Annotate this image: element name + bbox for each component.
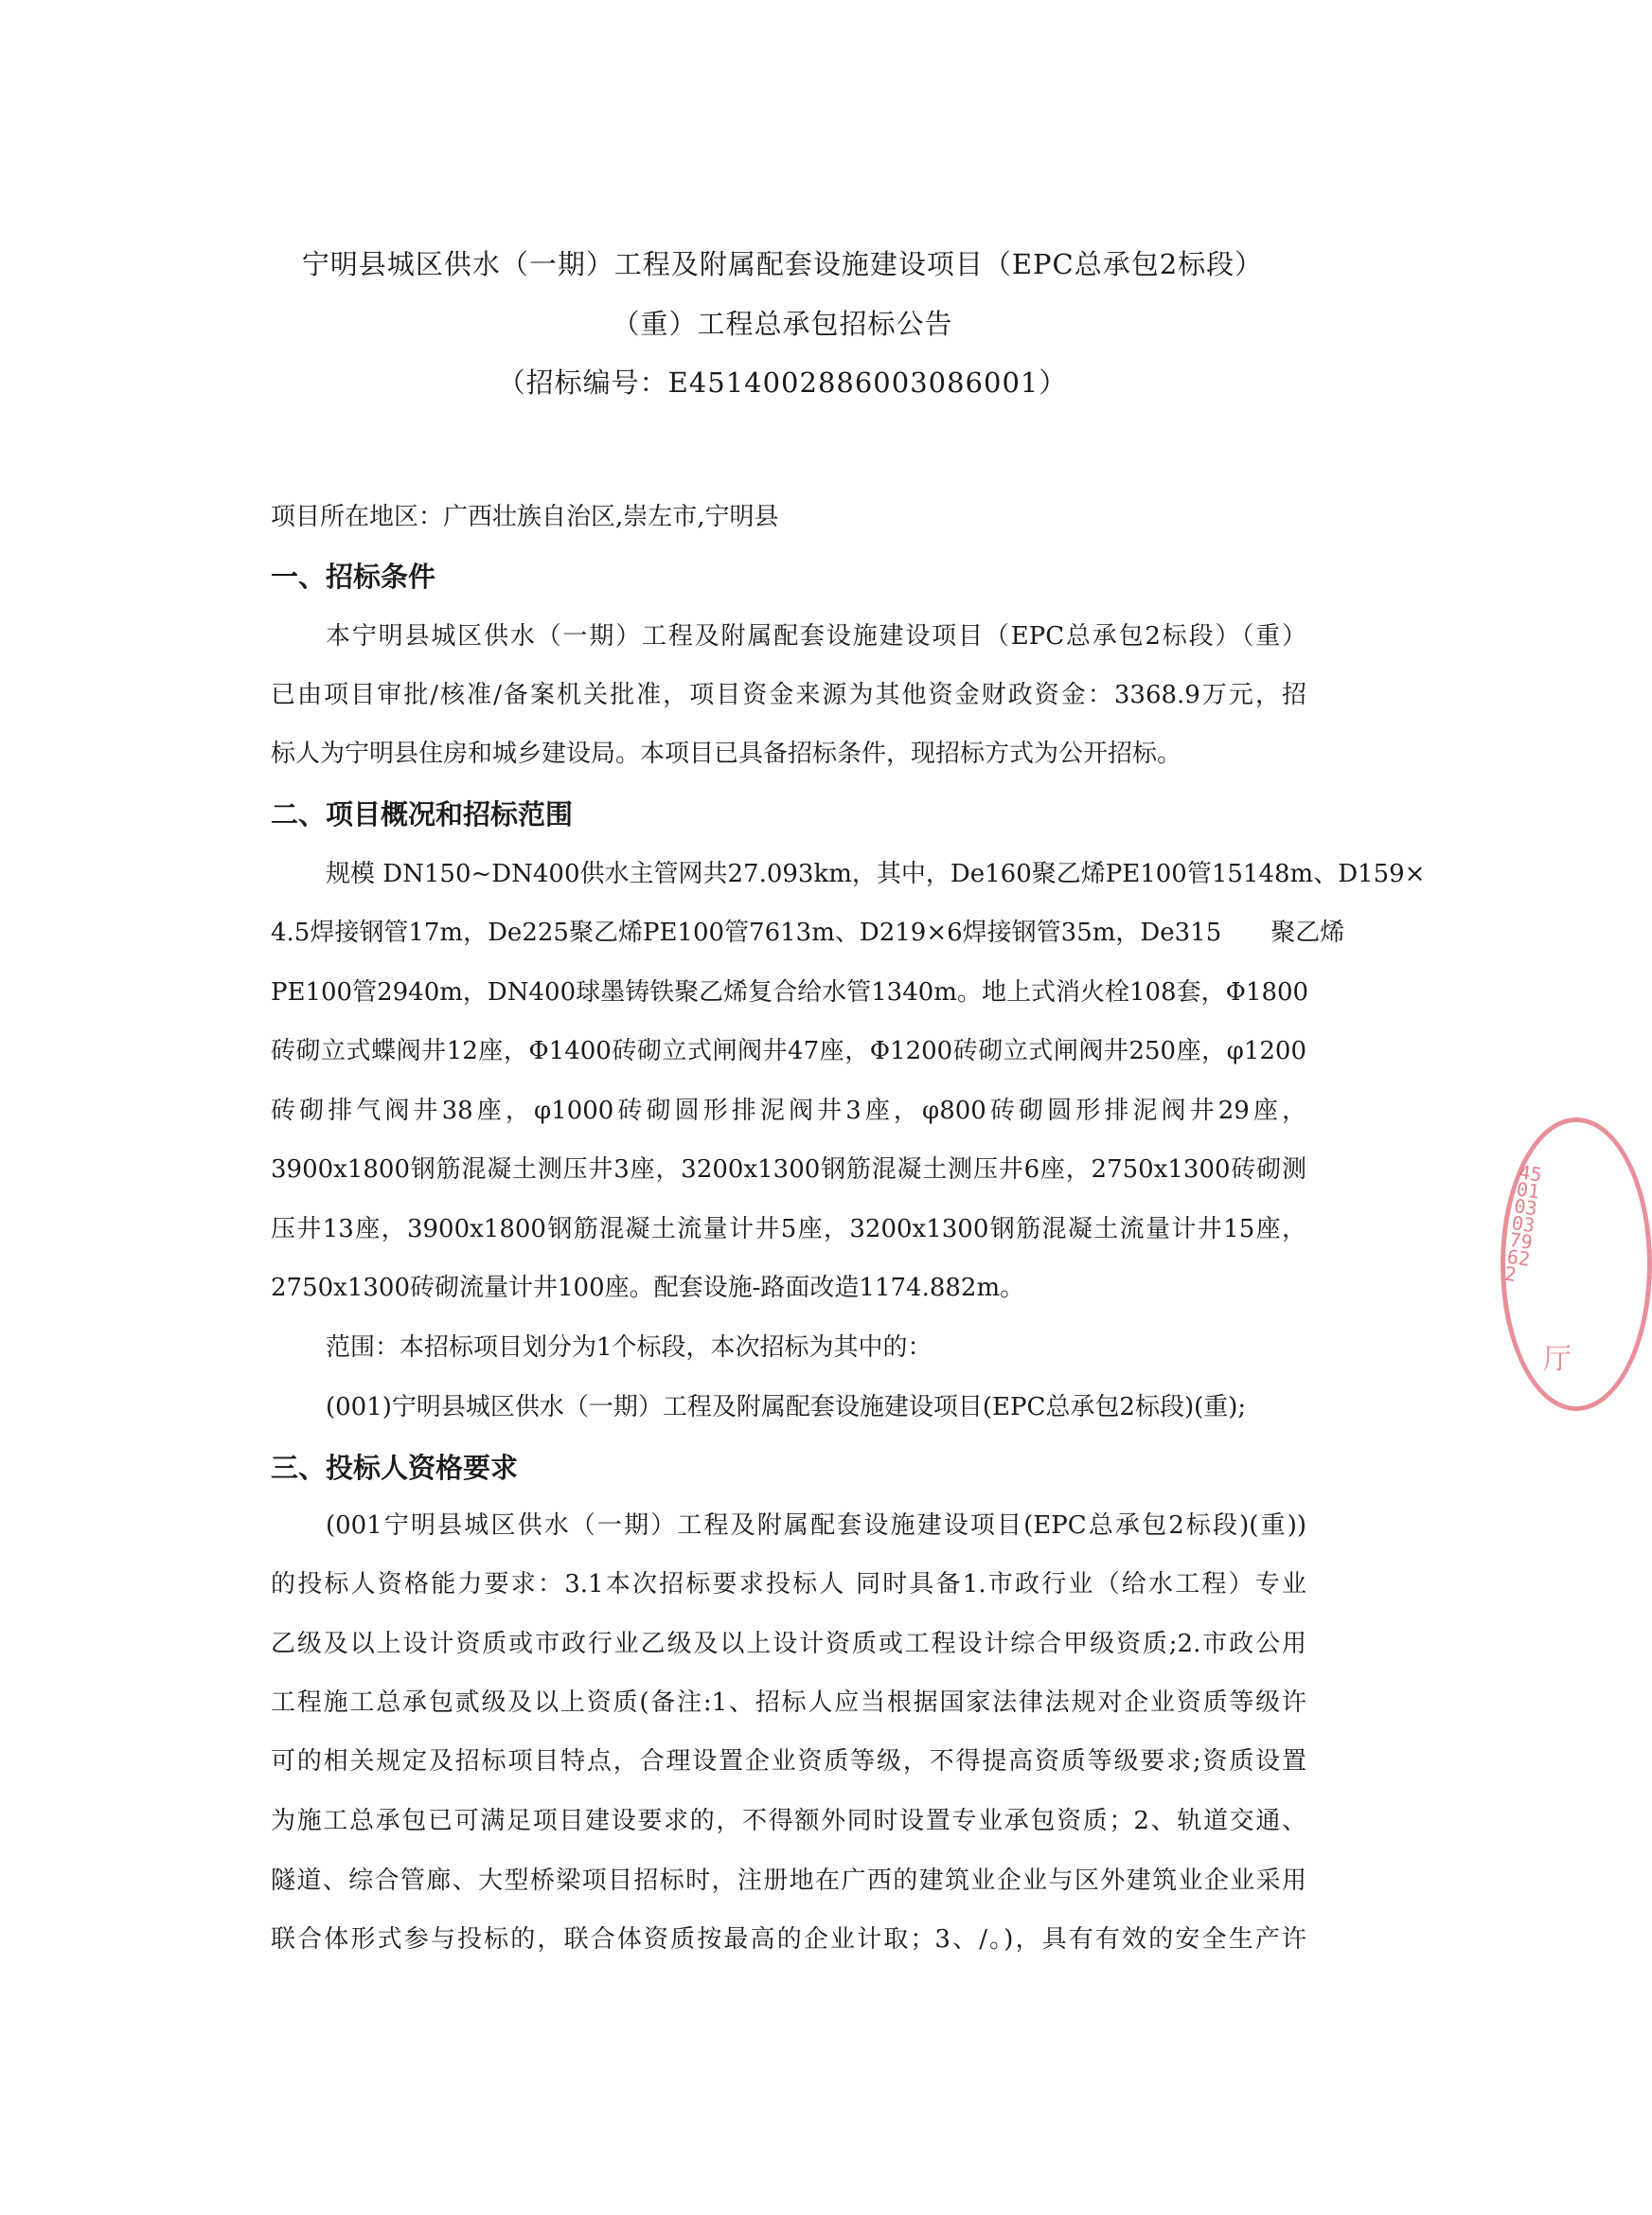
section3-line: 联合体形式参与投标的，联合体资质按最高的企业计取；3、/。)，具有有效的安全生产许 (271, 1925, 1306, 1954)
section2-lot: (001)宁明县城区供水（一期）工程及附属配套设施建设项目(EPC总承包2标段)(重); (326, 1393, 1247, 1421)
seal-number: 4501030379622 (1502, 1160, 1544, 1286)
section2-line: 3900x1800钢筋混凝土测压井3座，3200x1300钢筋混凝土测压井6座，2750x1300砖砌测 (271, 1155, 1306, 1184)
section3-line: 乙级及以上设计资质或市政行业乙级及以上设计资质或工程设计综合甲级资质;2.市政公用 (271, 1630, 1306, 1658)
section1-line: 已由项目审批/核准/备案机关批准，项目资金来源为其他资金财政资金：3368.9万元，招 (271, 681, 1306, 709)
tender-number: （招标编号：E4514002886003086001） (497, 366, 1068, 399)
section1-line: 标人为宁明县住房和城乡建设局。本项目已具备招标条件，现招标方式为公开招标。 (271, 740, 1182, 768)
section2-line: 2750x1300砖砌流量计井100座。配套设施-路面改造1174.882m。 (271, 1274, 1025, 1302)
seal-character: 厅 (1543, 1343, 1572, 1376)
section3-line: 的投标人资格能力要求：3.1本次招标要求投标人 同时具备1.市政行业（给水工程）专业 (271, 1570, 1306, 1599)
project-location: 项目所在地区：广西壮族自治区,崇左市,宁明县 (271, 503, 779, 531)
section3-line: 工程施工总承包贰级及以上资质(备注:1、招标人应当根据国家法律法规对企业资质等级许 (271, 1688, 1306, 1717)
section1-line: 本宁明县城区供水（一期）工程及附属配套设施建设项目（EPC总承包2标段）（重） (326, 622, 1306, 651)
document-title-line1: 宁明县城区供水（一期）工程及附属配套设施建设项目（EPC总承包2标段） (301, 248, 1264, 280)
section3-line: 隧道、综合管廊、大型桥梁项目招标时，注册地在广西的建筑业企业与区外建筑业企业采用 (271, 1867, 1306, 1895)
section2-line: 砖砌立式蝶阀井12座，Φ1400砖砌立式闸阀井47座，Φ1200砖砌立式闸阀井250座，φ1200 (271, 1037, 1306, 1065)
section3-line: 为施工总承包已可满足项目建设要求的，不得额外同时设置专业承包资质；2、轨道交通、 (271, 1807, 1306, 1835)
section3-heading: 三、投标人资格要求 (271, 1452, 519, 1484)
section3-line: 可的相关规定及招标项目特点，合理设置企业资质等级，不得提高资质等级要求;资质设置 (271, 1747, 1306, 1776)
section2-line: 砖砌排气阀井38座，φ1000砖砌圆形排泥阀井3座，φ800砖砌圆形排泥阀井29座， (271, 1097, 1306, 1125)
section2-line: 4.5焊接钢管17m，De225聚乙烯PE100管7613m、D219×6焊接钢管35m，De315 聚乙烯 (271, 919, 1345, 947)
document-title-line2: （重）工程总承包招标公告 (612, 308, 953, 340)
section2-line: PE100管2940m，DN400球墨铸铁聚乙烯复合给水管1340m。地上式消火栓108套，Φ1800 (271, 978, 1309, 1007)
section2-scope: 范围：本招标项目划分为1个标段，本次招标为其中的： (326, 1333, 933, 1362)
section3-line: (001宁明县城区供水（一期）工程及附属配套设施建设项目(EPC总承包2标段)(重)) (326, 1511, 1306, 1540)
section1-heading: 一、招标条件 (271, 561, 436, 593)
section2-line: 规模 DN150~DN400供水主管网共27.093km，其中，De160聚乙烯PE100管15148m、D159× (326, 860, 1426, 888)
section2-heading: 二、项目概况和招标范围 (271, 798, 574, 831)
section2-line: 压井13座，3900x1800钢筋混凝土流量计井5座，3200x1300钢筋混凝土流量计井15座， (271, 1215, 1306, 1243)
